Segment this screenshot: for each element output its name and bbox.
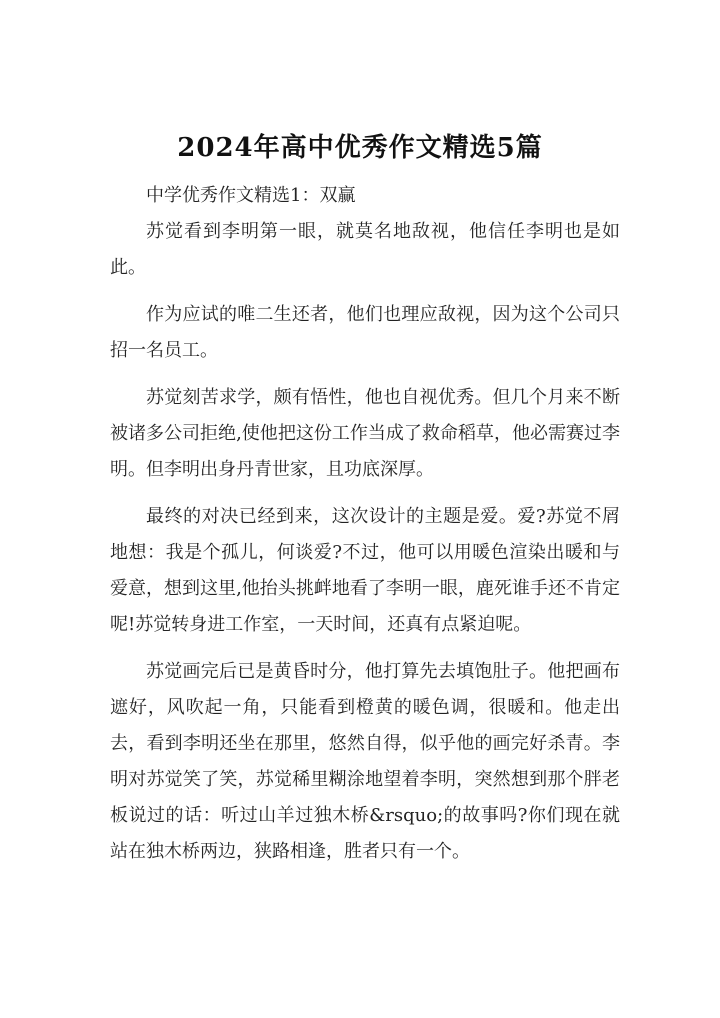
paragraph: 苏觉画完后已是黄昏时分，他打算先去填饱肚子。他把画布遮好，风吹起一角，只能看到橙黄的暖色调，很暖和。他走出去，看到李明还坐在那里，悠然自得，似乎他的画完好杀青。李明对苏觉笑了笑，苏觉稀里糊涂地望着李明，突然想到那个胖老板说过的话：听过山羊过独木桥&rsquo;的故事吗?你们现在就站在独木桥两边，狭路相逢，胜者只有一个。 <box>110 661 620 862</box>
paragraph: 苏觉刻苦求学，颇有悟性，他也自视优秀。但几个月来不断被诸多公司拒绝,使他把这份工作当成了救命稻草，他必需赛过李明。但李明出身丹青世家，且功底深厚。 <box>110 387 620 480</box>
section-subheading: 中学优秀作文精选1：双赢 <box>146 185 356 206</box>
paragraph: 作为应试的唯二生还者，他们也理应敌视，因为这个公司只招一名员工。 <box>110 304 620 361</box>
paragraph: 苏觉看到李明第一眼，就莫名地敌视，他信任李明也是如此。 <box>110 221 620 278</box>
paragraph: 最终的对决已经到来，这次设计的主题是爱。爱?苏觉不屑地想：我是个孤儿，何谈爱?不过，他可以用暖色渲染出暖和与爱意，想到这里,他抬头挑衅地看了李明一眼，鹿死谁手还不肯定呢!苏觉转身进工作室，一天时间，还真有点紧迫呢。 <box>110 506 620 635</box>
document-body <box>110 178 620 881</box>
document-title: 2024年高中优秀作文精选5篇 <box>177 133 543 164</box>
